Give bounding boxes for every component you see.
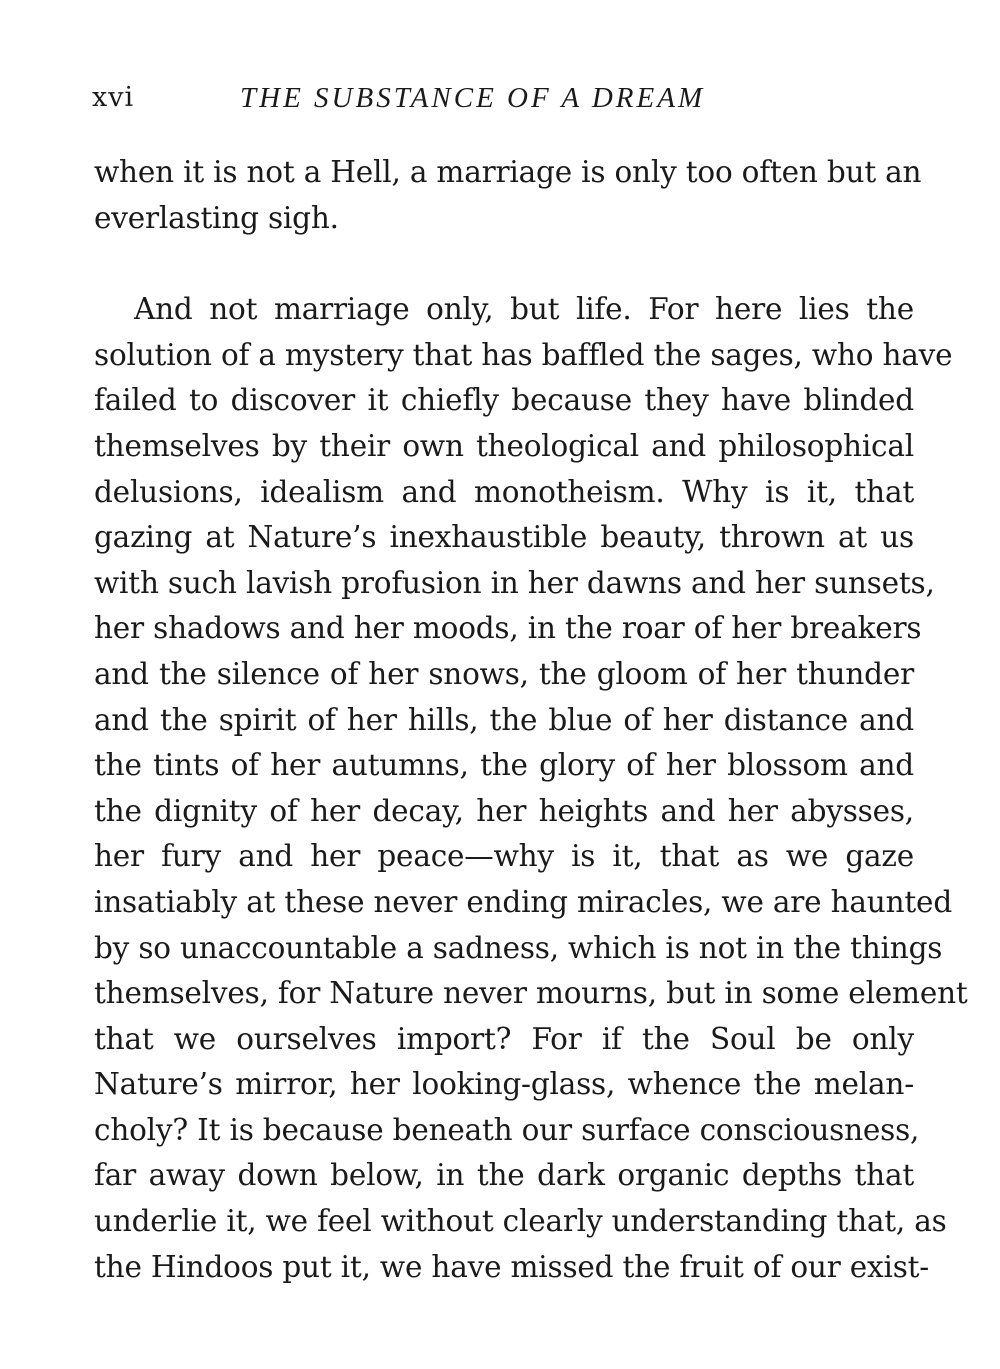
- text-line: her fury and her peace—why is it, that as we gaze: [94, 839, 914, 874]
- text-line: Nature’s mirror, her looking-glass, whence the melan-: [94, 1067, 914, 1102]
- body-text: [94, 150, 968, 1290]
- text-line: the Hindoos put it, we have missed the fruit of our exist-: [94, 1249, 930, 1284]
- text-line: delusions, idealism and monotheism. Why is it, that: [94, 474, 914, 509]
- text-line: choly? It is because beneath our surface consciousness,: [94, 1112, 920, 1147]
- text-line: when it is not a Hell, a marriage is only too often but an: [94, 155, 922, 189]
- text-line: with such lavish profusion in her dawns and her sunsets,: [94, 565, 935, 600]
- text-line: by so unaccountable a sadness, which is not in the things: [94, 930, 943, 965]
- running-head: [92, 82, 912, 122]
- text-line: themselves by their own theological and philosophical: [94, 428, 914, 463]
- page-number: xvi: [92, 82, 135, 113]
- text-line: the tints of her autumns, the glory of her blossom and: [94, 748, 914, 783]
- text-line: And not marriage only, but life. For here lies the: [134, 292, 914, 327]
- text-line: that we ourselves import? For if the Soul be only: [94, 1021, 914, 1056]
- text-line: everlasting sigh.: [94, 200, 339, 235]
- text-line: the dignity of her decay, her heights and her abysses,: [94, 793, 914, 828]
- running-title: THE SUBSTANCE OF A DREAM: [240, 82, 706, 114]
- text-line: themselves, for Nature never mourns, but in some element: [94, 976, 968, 1011]
- text-line: her shadows and her moods, in the roar of her breakers: [94, 611, 922, 646]
- text-line: solution of a mystery that has baffled the sages, who have: [94, 337, 953, 372]
- text-line: and the silence of her snows, the gloom of her thunder: [94, 656, 914, 691]
- paragraph-gap: [94, 241, 914, 287]
- text-line: insatiably at these never ending miracles, we are haunted: [94, 884, 953, 919]
- text-line: and the spirit of her hills, the blue of her distance and: [94, 702, 914, 737]
- text-line: gazing at Nature’s inexhaustible beauty, thrown at us: [94, 520, 914, 555]
- text-line: underlie it, we feel without clearly understanding that, as: [94, 1204, 947, 1239]
- text-line: far away down below, in the dark organic depths that: [94, 1158, 914, 1193]
- text-line: failed to discover it chiefly because they have blinded: [94, 383, 914, 418]
